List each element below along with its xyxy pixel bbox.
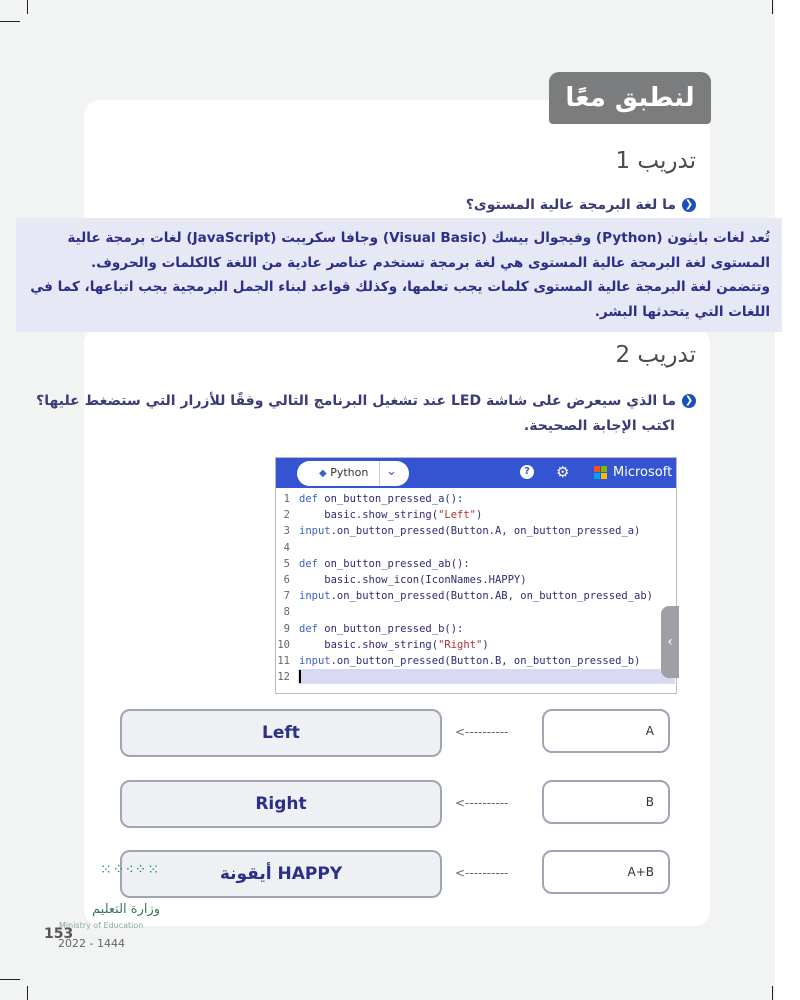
button-label-b: B <box>542 780 670 824</box>
code-token: basic.show_icon(IconNames.HAPPY) <box>299 573 527 586</box>
code-text <box>299 491 463 507</box>
crop-mark <box>0 21 20 22</box>
exercise2-question-text: ما الذي سيعرض على شاشة LED عند تشغيل البرنامج التالي وفقًا للأزرار التي ستضغط عليها؟ <box>36 393 676 409</box>
brand-name: Microsoft <box>613 465 673 480</box>
code-text <box>299 507 482 523</box>
line-number: 12 <box>277 671 290 684</box>
exercise2-title: تدريب 2 <box>615 342 696 368</box>
code-editor[interactable] <box>275 457 677 694</box>
help-icon[interactable]: ? <box>520 465 534 479</box>
page-number: 153 <box>44 926 74 942</box>
line-number: 4 <box>283 541 290 554</box>
code-line[interactable] <box>276 637 676 653</box>
ministry-logo-icon: ⁙⁘⁖⁘⁙ <box>100 862 161 878</box>
answer-line: اللغات التي يتحدثها البشر. <box>594 303 770 320</box>
collapse-toggle[interactable] <box>661 606 679 678</box>
crop-mark <box>0 979 20 980</box>
crop-mark <box>27 986 28 1000</box>
code-line[interactable] <box>276 653 676 669</box>
crop-mark <box>27 0 28 14</box>
code-line[interactable] <box>276 621 676 637</box>
language-label <box>319 466 368 479</box>
ministry-name-ar: وزارة التعليم <box>92 902 161 917</box>
language-selector[interactable] <box>297 461 409 486</box>
academic-year: 2022 - 1444 <box>58 937 125 950</box>
code-text <box>299 637 489 653</box>
button-label-a: A <box>542 709 670 753</box>
margin-strip <box>775 0 800 1000</box>
exercise2-instruction: اكتب الإجابة الصحيحة. <box>523 418 675 434</box>
answer-line: المستوى لغة البرمجة عالية المستوى هي لغة برمجة تستخدم عناصر عادية من اللغة كالكلمات والحروف. <box>90 254 770 271</box>
line-number: 10 <box>277 638 290 651</box>
line-number: 7 <box>283 590 290 603</box>
code-text <box>299 556 470 572</box>
active-line-highlight <box>298 669 675 684</box>
answer-line: تُعد لغات بايثون (Python) وفيجوال بيسك (Visual Basic) وجافا سكريبت (JavaScript) لغات برمجة عالية <box>67 230 770 246</box>
exercise1-question-text: ما لغة البرمجة عالية المستوى؟ <box>465 197 676 213</box>
code-token: def <box>299 493 318 505</box>
code-token: .on_button_pressed(Button.B, on_button_pressed_b) <box>330 654 641 667</box>
code-token: basic.show_string( <box>299 638 439 651</box>
arrow-connector: <---------- <box>455 866 509 880</box>
code-token: .on_button_pressed(Button.AB, on_button_pressed_ab) <box>330 590 654 603</box>
output-field-b[interactable]: Right <box>120 780 442 828</box>
divider <box>379 461 380 486</box>
button-label-ab: A+B <box>542 850 670 894</box>
gear-icon[interactable]: ⚙ <box>556 463 570 481</box>
code-line[interactable] <box>276 523 676 539</box>
crop-mark <box>772 986 773 1000</box>
code-token: input <box>299 654 331 667</box>
code-token: ) <box>482 638 489 651</box>
code-token: on_button_pressed_b(): <box>317 622 464 635</box>
code-token: ) <box>476 509 483 522</box>
exercise1-question <box>466 197 696 213</box>
code-token: input <box>299 590 331 603</box>
line-number: 5 <box>283 557 290 570</box>
answer-line: وتتضمن لغة البرمجة عالية المستوى كلمات يجب تعلمها، وكذلك قواعد لبناء الجمل البرمجية يجب اتباعها، كما في <box>30 279 770 295</box>
code-line[interactable] <box>276 556 676 572</box>
code-token: on_button_pressed_ab(): <box>317 557 470 570</box>
code-token: .on_button_pressed(Button.A, on_button_pressed_a) <box>330 525 641 538</box>
code-token: on_button_pressed_a(): <box>317 493 464 505</box>
code-token: def <box>299 622 318 635</box>
crop-mark <box>772 0 773 14</box>
line-number: 2 <box>283 509 290 522</box>
output-field-ab-text: HAPPY أيقونة <box>219 864 343 884</box>
code-token: basic.show_string( <box>299 509 439 522</box>
exercise1-answer <box>30 226 770 324</box>
code-text <box>299 523 640 539</box>
language-name: Python <box>330 466 369 479</box>
chevron-left-icon: ❮ <box>682 394 696 408</box>
code-text <box>299 588 653 604</box>
line-number: 9 <box>283 622 290 635</box>
output-field-a[interactable]: Left <box>120 709 442 757</box>
python-icon: ◆ <box>319 468 327 479</box>
code-line[interactable] <box>276 588 676 604</box>
code-text <box>299 621 463 637</box>
chevron-left-icon: ❮ <box>682 198 696 212</box>
exercise1-title: تدريب 1 <box>615 148 696 174</box>
line-number: 8 <box>283 606 290 619</box>
code-line[interactable] <box>276 604 676 620</box>
chevron-down-icon[interactable]: ⌄ <box>386 464 397 479</box>
ministry-name-en: Ministry of Education <box>59 921 144 930</box>
code-text <box>299 653 640 669</box>
line-number: 3 <box>283 525 290 538</box>
code-line[interactable] <box>276 540 676 556</box>
exercise2-question <box>36 393 696 409</box>
output-field-ab[interactable] <box>120 850 442 898</box>
line-number: 6 <box>283 573 290 586</box>
arrow-connector: <---------- <box>455 725 509 739</box>
code-token: def <box>299 557 318 570</box>
code-line[interactable] <box>276 491 676 507</box>
code-line[interactable] <box>276 507 676 523</box>
editor-toolbar <box>276 458 676 488</box>
section-heading: لنطبق معًا <box>549 72 711 124</box>
code-line[interactable] <box>276 572 676 588</box>
code-area[interactable] <box>276 491 676 685</box>
line-number: 11 <box>277 654 290 667</box>
text-cursor <box>299 670 301 683</box>
code-token: "Right" <box>438 638 483 651</box>
code-token: input <box>299 525 331 538</box>
microsoft-logo-icon <box>594 466 608 480</box>
chevron-left-icon: ‹ <box>667 634 673 650</box>
arrow-connector: <---------- <box>455 796 509 810</box>
code-token: "Left" <box>438 509 477 522</box>
line-number: 1 <box>283 493 290 505</box>
code-text <box>299 572 527 588</box>
